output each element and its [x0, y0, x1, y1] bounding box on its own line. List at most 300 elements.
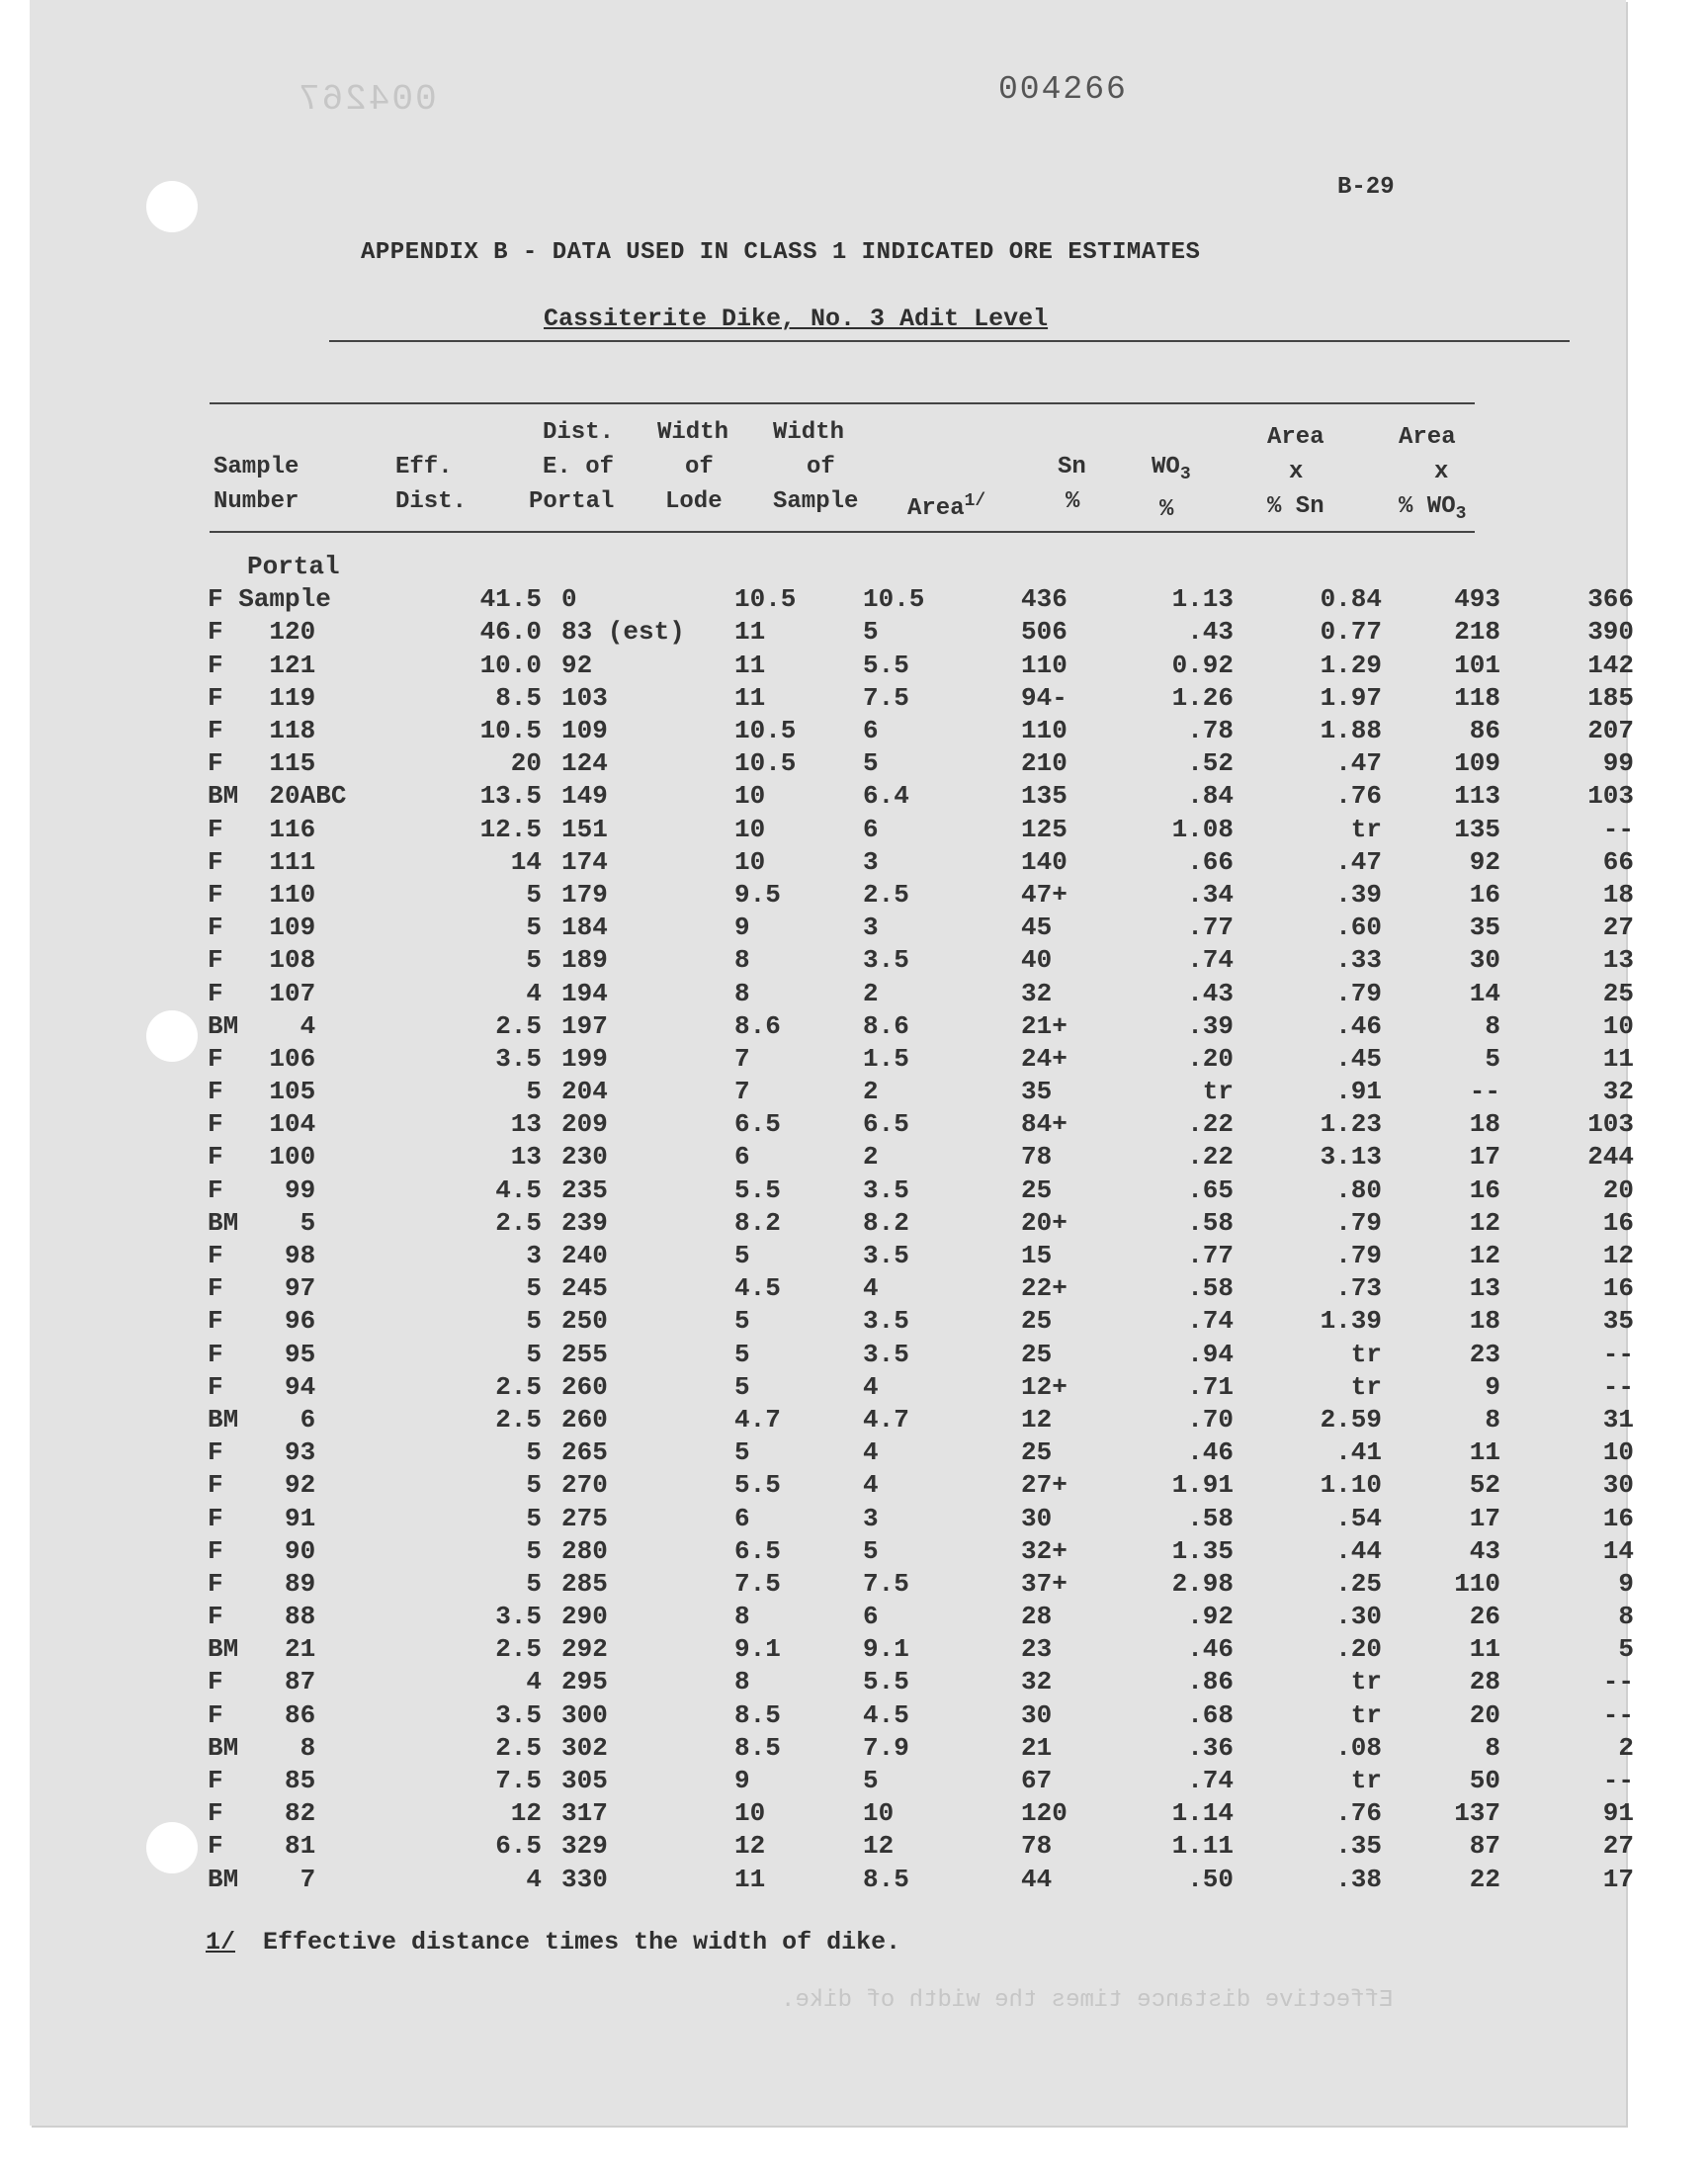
cell-sn-percent: .77 — [1187, 1241, 1234, 1271]
punch-hole — [146, 181, 198, 232]
cell-area-x-sn: 110 — [1454, 1568, 1500, 1599]
cell-sn-percent: .50 — [1187, 1864, 1234, 1894]
cell-sn-percent: .74 — [1187, 1766, 1234, 1796]
cell-width-of-lode: 4.5 — [734, 1273, 781, 1304]
cell-wo3-percent: .73 — [1335, 1273, 1382, 1304]
cell-area: 210 — [1021, 748, 1068, 779]
portal-label: Portal — [247, 552, 340, 582]
cell-width-of-sample: 3 — [863, 1503, 879, 1533]
table-row — [208, 1339, 1634, 1371]
cell-area: 135 — [1021, 781, 1068, 812]
cell-area-x-wo3: -- — [1602, 1766, 1634, 1796]
cell-area-x-wo3: 17 — [1602, 1864, 1634, 1894]
cell-width-of-lode: 9 — [734, 913, 750, 943]
cell-dist-e-of-portal: 300 — [561, 1699, 608, 1730]
cell-sn-percent: .68 — [1187, 1699, 1234, 1730]
cell-area-x-wo3: 30 — [1602, 1470, 1634, 1501]
cell-area-x-sn: 12 — [1469, 1207, 1500, 1238]
cell-width-of-lode: 9.5 — [734, 879, 781, 910]
table-row — [208, 1601, 1634, 1633]
cell-area: 94- — [1021, 682, 1068, 713]
cell-area: 67 — [1021, 1766, 1053, 1796]
cell-eff-dist: 3.5 — [495, 1602, 542, 1632]
cell-width-of-sample: 1.5 — [863, 1043, 909, 1074]
cell-sample-number: F 87 — [208, 1667, 316, 1697]
cell-area-x-sn: 11 — [1469, 1634, 1500, 1665]
cell-dist-e-of-portal: 245 — [561, 1273, 608, 1304]
cell-eff-dist: 20 — [510, 748, 542, 779]
cell-sample-number: BM 21 — [208, 1634, 316, 1665]
cell-wo3-percent: 1.10 — [1320, 1470, 1382, 1501]
cell-wo3-percent: .47 — [1335, 846, 1382, 877]
cell-area: 12 — [1021, 1404, 1053, 1435]
cell-area-x-wo3: 12 — [1602, 1241, 1634, 1271]
cell-dist-e-of-portal: 199 — [561, 1043, 608, 1074]
cell-width-of-lode: 8.5 — [734, 1699, 781, 1730]
cell-dist-e-of-portal: 270 — [561, 1470, 608, 1501]
cell-dist-e-of-portal: 240 — [561, 1241, 608, 1271]
cell-area: 32 — [1021, 978, 1053, 1008]
cell-sample-number: F 115 — [208, 748, 316, 779]
table-row — [208, 1633, 1634, 1666]
cell-width-of-lode: 4.7 — [734, 1404, 781, 1435]
cell-sample-number: F 119 — [208, 682, 316, 713]
cell-dist-e-of-portal: 179 — [561, 879, 608, 910]
cell-width-of-lode: 8.6 — [734, 1010, 781, 1041]
cell-area-x-wo3: 27 — [1602, 1831, 1634, 1862]
cell-width-of-sample: 9.1 — [863, 1634, 909, 1665]
cell-eff-dist: 2.5 — [495, 1371, 542, 1402]
cell-dist-e-of-portal: 151 — [561, 814, 608, 844]
cell-dist-e-of-portal: 292 — [561, 1634, 608, 1665]
cell-eff-dist: 4 — [526, 978, 542, 1008]
cell-area-x-sn: 8 — [1485, 1732, 1500, 1763]
cell-width-of-sample: 2 — [863, 978, 879, 1008]
cell-sn-percent: 1.14 — [1171, 1798, 1234, 1829]
cell-sample-number: F 88 — [208, 1602, 316, 1632]
cell-area-x-wo3: 20 — [1602, 1174, 1634, 1205]
cell-wo3-percent: 0.77 — [1320, 617, 1382, 648]
cell-area: 20+ — [1021, 1207, 1068, 1238]
cell-dist-e-of-portal: 260 — [561, 1371, 608, 1402]
cell-sample-number: BM 4 — [208, 1010, 316, 1041]
cell-sn-percent: .74 — [1187, 1306, 1234, 1337]
cell-dist-e-of-portal: 290 — [561, 1602, 608, 1632]
cell-area-x-sn: 52 — [1469, 1470, 1500, 1501]
cell-sample-number: F 121 — [208, 650, 316, 680]
cell-area-x-sn: 9 — [1485, 1371, 1500, 1402]
cell-width-of-lode: 10 — [734, 781, 766, 812]
table-row — [208, 1010, 1634, 1043]
cell-sn-percent: .22 — [1187, 1142, 1234, 1173]
cell-area: 25 — [1021, 1306, 1053, 1337]
cell-area-x-wo3: 2 — [1618, 1732, 1634, 1763]
cell-eff-dist: 4 — [526, 1864, 542, 1894]
cell-area-x-wo3: 207 — [1587, 716, 1634, 746]
cell-dist-e-of-portal: 92 — [561, 650, 593, 680]
cell-sample-number: F 96 — [208, 1306, 316, 1337]
cell-dist-e-of-portal: 235 — [561, 1174, 608, 1205]
table-row — [208, 1240, 1634, 1272]
cell-dist-e-of-portal: 124 — [561, 748, 608, 779]
table-row — [208, 682, 1634, 715]
cell-area-x-sn: 137 — [1454, 1798, 1500, 1829]
cell-wo3-percent: .80 — [1335, 1174, 1382, 1205]
header-eff-dist: Eff. Dist. — [395, 454, 468, 515]
cell-area-x-sn: 5 — [1485, 1043, 1500, 1074]
cell-width-of-sample: 6.4 — [863, 781, 909, 812]
cell-area-x-wo3: 32 — [1602, 1077, 1634, 1107]
cell-area-x-wo3: 25 — [1602, 978, 1634, 1008]
cell-area: 25 — [1021, 1437, 1053, 1468]
cell-sample-number: F 106 — [208, 1043, 316, 1074]
cell-dist-e-of-portal: 189 — [561, 945, 608, 976]
cell-width-of-lode: 10 — [734, 846, 766, 877]
cell-width-of-sample: 7.5 — [863, 1568, 909, 1599]
cell-width-of-lode: 11 — [734, 617, 766, 648]
cell-width-of-sample: 3.5 — [863, 1174, 909, 1205]
cell-dist-e-of-portal: 194 — [561, 978, 608, 1008]
cell-area: 78 — [1021, 1142, 1053, 1173]
cell-area: 23 — [1021, 1634, 1053, 1665]
cell-width-of-sample: 4 — [863, 1371, 879, 1402]
cell-width-of-sample: 6 — [863, 1602, 879, 1632]
cell-width-of-lode: 7 — [734, 1043, 750, 1074]
cell-width-of-sample: 4.5 — [863, 1699, 909, 1730]
cell-sn-percent: .52 — [1187, 748, 1234, 779]
cell-area-x-wo3: -- — [1602, 1371, 1634, 1402]
cell-wo3-percent: .41 — [1335, 1437, 1382, 1468]
cell-width-of-sample: 5 — [863, 1535, 879, 1566]
table-row — [208, 650, 1634, 682]
table-row — [208, 747, 1634, 780]
cell-area: 110 — [1021, 716, 1068, 746]
cell-area-x-wo3: 16 — [1602, 1503, 1634, 1533]
header-area-x-sn: Area x % Sn — [1267, 424, 1324, 520]
cell-area-x-sn: 26 — [1469, 1602, 1500, 1632]
cell-area: 12+ — [1021, 1371, 1068, 1402]
cell-area-x-sn: 13 — [1469, 1273, 1500, 1304]
cell-width-of-lode: 10.5 — [734, 716, 797, 746]
cell-eff-dist: 2.5 — [495, 1732, 542, 1763]
cell-area-x-sn: 8 — [1485, 1404, 1500, 1435]
cell-width-of-lode: 5 — [734, 1437, 750, 1468]
cell-area: 30 — [1021, 1503, 1053, 1533]
cell-width-of-lode: 8.5 — [734, 1732, 781, 1763]
cell-area-x-wo3: 16 — [1602, 1207, 1634, 1238]
table-row — [208, 846, 1634, 879]
footnote — [206, 1928, 900, 1957]
cell-width-of-sample: 8.2 — [863, 1207, 909, 1238]
cell-eff-dist: 13 — [510, 1109, 542, 1140]
cell-dist-e-of-portal: 330 — [561, 1864, 608, 1894]
cell-area: 32 — [1021, 1667, 1053, 1697]
cell-area: 140 — [1021, 846, 1068, 877]
cell-eff-dist: 5 — [526, 1077, 542, 1107]
cell-area: 125 — [1021, 814, 1068, 844]
cell-wo3-percent: .44 — [1335, 1535, 1382, 1566]
cell-sn-percent: 1.91 — [1171, 1470, 1234, 1501]
cell-sn-percent: .58 — [1187, 1207, 1234, 1238]
cell-dist-e-of-portal: 230 — [561, 1142, 608, 1173]
cell-area-x-sn: 86 — [1469, 716, 1500, 746]
cell-width-of-sample: 2 — [863, 1077, 879, 1107]
cell-eff-dist: 3.5 — [495, 1043, 542, 1074]
cell-wo3-percent: .39 — [1335, 879, 1382, 910]
table-row — [208, 1699, 1634, 1732]
cell-eff-dist: 14 — [510, 846, 542, 877]
cell-eff-dist: 12 — [510, 1798, 542, 1829]
table-row — [208, 583, 1634, 616]
table-row — [208, 977, 1634, 1009]
cell-eff-dist: 10.0 — [479, 650, 542, 680]
table-row — [208, 1765, 1634, 1797]
cell-width-of-sample: 2.5 — [863, 879, 909, 910]
table-row — [208, 1797, 1634, 1830]
cell-sample-number: F 104 — [208, 1109, 316, 1140]
cell-wo3-percent: .46 — [1335, 1010, 1382, 1041]
cell-wo3-percent: 3.13 — [1320, 1142, 1382, 1173]
cell-dist-e-of-portal: 103 — [561, 682, 608, 713]
table-row — [208, 1502, 1634, 1534]
cell-width-of-lode: 6.5 — [734, 1535, 781, 1566]
cell-area-x-sn: 22 — [1469, 1864, 1500, 1894]
cell-sample-number: BM 6 — [208, 1404, 316, 1435]
cell-dist-e-of-portal: 239 — [561, 1207, 608, 1238]
cell-width-of-lode: 11 — [734, 1864, 766, 1894]
cell-area-x-wo3: 13 — [1602, 945, 1634, 976]
cell-area: 22+ — [1021, 1273, 1068, 1304]
cell-area: 21+ — [1021, 1010, 1068, 1041]
divider — [210, 402, 1475, 404]
cell-eff-dist: 13 — [510, 1142, 542, 1173]
cell-dist-e-of-portal: 255 — [561, 1339, 608, 1369]
cell-eff-dist: 5 — [526, 1568, 542, 1599]
cell-sample-number: F 97 — [208, 1273, 316, 1304]
cell-sn-percent: .58 — [1187, 1503, 1234, 1533]
cell-wo3-percent: .20 — [1335, 1634, 1382, 1665]
table-row — [208, 780, 1634, 813]
cell-area: 45 — [1021, 913, 1053, 943]
cell-dist-e-of-portal: 260 — [561, 1404, 608, 1435]
cell-width-of-lode: 10 — [734, 1798, 766, 1829]
table-row — [208, 1305, 1634, 1338]
table-row — [208, 1043, 1634, 1076]
cell-width-of-lode: 12 — [734, 1831, 766, 1862]
cell-width-of-sample: 2 — [863, 1142, 879, 1173]
cell-eff-dist: 41.5 — [479, 584, 542, 615]
cell-area-x-wo3: -- — [1602, 1699, 1634, 1730]
cell-area-x-wo3: 9 — [1618, 1568, 1634, 1599]
cell-eff-dist: 5 — [526, 945, 542, 976]
cell-area: 44 — [1021, 1864, 1053, 1894]
cell-width-of-sample: 6.5 — [863, 1109, 909, 1140]
cell-width-of-lode: 8 — [734, 1667, 750, 1697]
cell-sample-number: BM 20ABC — [208, 781, 347, 812]
table-row — [208, 1272, 1634, 1305]
cell-area-x-wo3: 31 — [1602, 1404, 1634, 1435]
cell-area-x-sn: 113 — [1454, 781, 1500, 812]
cell-width-of-lode: 7.5 — [734, 1568, 781, 1599]
cell-eff-dist: 6.5 — [495, 1831, 542, 1862]
cell-sn-percent: .77 — [1187, 913, 1234, 943]
cell-area-x-sn: 14 — [1469, 978, 1500, 1008]
cell-width-of-sample: 12 — [863, 1831, 895, 1862]
table-row — [208, 1469, 1634, 1502]
table-row — [208, 1371, 1634, 1404]
cell-dist-e-of-portal: 280 — [561, 1535, 608, 1566]
cell-sn-percent: 1.13 — [1171, 584, 1234, 615]
table-row — [208, 1207, 1634, 1240]
cell-wo3-percent: 1.97 — [1320, 682, 1382, 713]
cell-eff-dist: 12.5 — [479, 814, 542, 844]
cell-sn-percent: .36 — [1187, 1732, 1234, 1763]
cell-area-x-wo3: 91 — [1602, 1798, 1634, 1829]
cell-sample-number: F 86 — [208, 1699, 316, 1730]
cell-eff-dist: 2.5 — [495, 1634, 542, 1665]
cell-eff-dist: 2.5 — [495, 1404, 542, 1435]
cell-wo3-percent: tr — [1350, 814, 1382, 844]
cell-sample-number: F 98 — [208, 1241, 316, 1271]
cell-area-x-wo3: 142 — [1587, 650, 1634, 680]
cell-area: 78 — [1021, 1831, 1053, 1862]
cell-wo3-percent: .45 — [1335, 1043, 1382, 1074]
footnote-text: Effective distance times the width of dike. — [263, 1928, 901, 1957]
cell-sample-number: F 90 — [208, 1535, 316, 1566]
cell-width-of-lode: 10 — [734, 814, 766, 844]
cell-width-of-sample: 5 — [863, 1766, 879, 1796]
cell-area: 506 — [1021, 617, 1068, 648]
cell-wo3-percent: tr — [1350, 1371, 1382, 1402]
cell-sample-number: F 109 — [208, 913, 316, 943]
cell-area-x-wo3: 66 — [1602, 846, 1634, 877]
cell-area-x-wo3: -- — [1602, 1667, 1634, 1697]
cell-area-x-wo3: 103 — [1587, 781, 1634, 812]
cell-area: 84+ — [1021, 1109, 1068, 1140]
cell-dist-e-of-portal: 204 — [561, 1077, 608, 1107]
table-row — [208, 1568, 1634, 1601]
cell-area-x-wo3: 5 — [1618, 1634, 1634, 1665]
cell-sample-number: F 100 — [208, 1142, 316, 1173]
cell-dist-e-of-portal: 109 — [561, 716, 608, 746]
cell-width-of-lode: 5 — [734, 1241, 750, 1271]
cell-wo3-percent: .33 — [1335, 945, 1382, 976]
cell-eff-dist: 13.5 — [479, 781, 542, 812]
cell-area-x-sn: 118 — [1454, 682, 1500, 713]
cell-eff-dist: 5 — [526, 879, 542, 910]
cell-area: 15 — [1021, 1241, 1053, 1271]
cell-area-x-sn: 101 — [1454, 650, 1500, 680]
cell-wo3-percent: .79 — [1335, 1241, 1382, 1271]
cell-sn-percent: 1.08 — [1171, 814, 1234, 844]
cell-width-of-sample: 4 — [863, 1437, 879, 1468]
cell-area-x-sn: 8 — [1485, 1010, 1500, 1041]
table-row — [208, 616, 1634, 649]
cell-area-x-sn: 493 — [1454, 584, 1500, 615]
cell-width-of-lode: 5 — [734, 1339, 750, 1369]
cell-width-of-sample: 4.7 — [863, 1404, 909, 1435]
document-number: 004266 — [998, 71, 1128, 108]
cell-width-of-sample: 8.6 — [863, 1010, 909, 1041]
cell-area: 436 — [1021, 584, 1068, 615]
cell-width-of-sample: 3.5 — [863, 945, 909, 976]
bleed-through-text: 004267 — [297, 79, 437, 120]
cell-sn-percent: .94 — [1187, 1339, 1234, 1369]
cell-width-of-lode: 10.5 — [734, 584, 797, 615]
cell-wo3-percent: .76 — [1335, 781, 1382, 812]
cell-width-of-sample: 3 — [863, 846, 879, 877]
cell-sn-percent: .92 — [1187, 1602, 1234, 1632]
cell-area-x-sn: 35 — [1469, 913, 1500, 943]
cell-sample-number: F 108 — [208, 945, 316, 976]
cell-sn-percent: .43 — [1187, 978, 1234, 1008]
cell-width-of-sample: 5 — [863, 617, 879, 648]
table-row — [208, 1732, 1634, 1765]
cell-width-of-sample: 3 — [863, 913, 879, 943]
cell-dist-e-of-portal: 0 — [561, 584, 577, 615]
cell-sample-number: BM 7 — [208, 1864, 316, 1894]
cell-width-of-lode: 6.5 — [734, 1109, 781, 1140]
footnote-mark: 1/ — [206, 1928, 236, 1957]
divider — [329, 340, 1570, 342]
cell-dist-e-of-portal: 209 — [561, 1109, 608, 1140]
cell-area-x-sn: 16 — [1469, 879, 1500, 910]
header-dist-e-of-portal: Dist. E. of Portal — [529, 419, 615, 515]
cell-sn-percent: .43 — [1187, 617, 1234, 648]
cell-wo3-percent: .35 — [1335, 1831, 1382, 1862]
table-row — [208, 879, 1634, 912]
cell-dist-e-of-portal: 265 — [561, 1437, 608, 1468]
cell-area-x-wo3: 10 — [1602, 1437, 1634, 1468]
cell-area: 35 — [1021, 1077, 1053, 1107]
cell-sample-number: F 99 — [208, 1174, 316, 1205]
cell-area-x-sn: 28 — [1469, 1667, 1500, 1697]
cell-eff-dist: 4 — [526, 1667, 542, 1697]
cell-sn-percent: .22 — [1187, 1109, 1234, 1140]
cell-area-x-sn: 50 — [1469, 1766, 1500, 1796]
table-row — [208, 912, 1634, 944]
cell-sn-percent: .66 — [1187, 846, 1234, 877]
cell-dist-e-of-portal: 83 (est) — [561, 617, 685, 648]
cell-wo3-percent: 0.84 — [1320, 584, 1382, 615]
cell-eff-dist: 5 — [526, 1470, 542, 1501]
cell-sn-percent: 1.35 — [1171, 1535, 1234, 1566]
cell-wo3-percent: 1.39 — [1320, 1306, 1382, 1337]
cell-dist-e-of-portal: 285 — [561, 1568, 608, 1599]
cell-sn-percent: .86 — [1187, 1667, 1234, 1697]
cell-eff-dist: 5 — [526, 1339, 542, 1369]
cell-width-of-lode: 8.2 — [734, 1207, 781, 1238]
table-row — [208, 1864, 1634, 1896]
cell-width-of-lode: 8 — [734, 1602, 750, 1632]
cell-sn-percent: 0.92 — [1171, 650, 1234, 680]
table-row — [208, 551, 1634, 583]
cell-area-x-sn: 87 — [1469, 1831, 1500, 1862]
cell-width-of-sample: 7.5 — [863, 682, 909, 713]
cell-sn-percent: tr — [1202, 1077, 1234, 1107]
cell-sample-number: F 118 — [208, 716, 316, 746]
table-row — [208, 1535, 1634, 1568]
cell-area-x-wo3: 244 — [1587, 1142, 1634, 1173]
cell-width-of-sample: 8.5 — [863, 1864, 909, 1894]
cell-dist-e-of-portal: 197 — [561, 1010, 608, 1041]
cell-wo3-percent: 1.29 — [1320, 650, 1382, 680]
cell-area-x-sn: 23 — [1469, 1339, 1500, 1369]
cell-wo3-percent: tr — [1350, 1766, 1382, 1796]
table-row — [208, 715, 1634, 747]
cell-area-x-wo3: 185 — [1587, 682, 1634, 713]
cell-sample-number: F 105 — [208, 1077, 316, 1107]
